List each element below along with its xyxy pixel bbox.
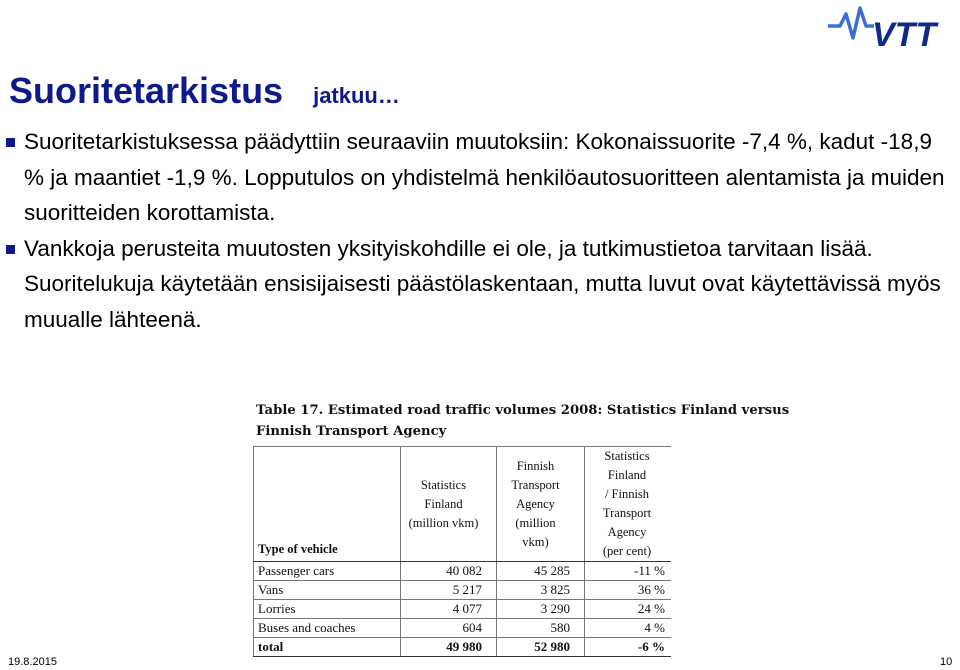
bullet-square-icon bbox=[6, 245, 15, 254]
cell-transport-agency: 45 285 bbox=[497, 562, 585, 581]
table-caption bbox=[256, 400, 789, 442]
cell-statistics-finland: 49 980 bbox=[401, 638, 497, 657]
bullet-item bbox=[0, 124, 956, 231]
header-ratio-percent bbox=[585, 447, 672, 562]
header-type-of-vehicle: Type of vehicle bbox=[254, 447, 401, 562]
pulse-icon bbox=[828, 8, 874, 38]
cell-statistics-finland: 40 082 bbox=[401, 562, 497, 581]
cell-vehicle-type: Buses and coaches bbox=[254, 619, 401, 638]
footer-date: 19.8.2015 bbox=[8, 656, 57, 668]
bullet-list bbox=[0, 124, 956, 337]
table-caption-line: Finnish Transport Agency bbox=[256, 424, 447, 439]
table-row bbox=[254, 600, 672, 619]
header-finnish-transport-agency bbox=[497, 447, 585, 562]
cell-transport-agency: 52 980 bbox=[497, 638, 585, 657]
header-line: Transport bbox=[602, 506, 652, 520]
header-line: (million vkm) bbox=[515, 515, 556, 549]
cell-percent: 24 % bbox=[585, 600, 672, 619]
page-subtitle: jatkuu… bbox=[313, 83, 400, 108]
page-number: 10 bbox=[940, 656, 953, 668]
header-line: Statistics Finland bbox=[604, 449, 650, 482]
header-line: Statistics bbox=[420, 477, 467, 492]
cell-percent: -6 % bbox=[585, 638, 672, 657]
table-row bbox=[254, 562, 672, 581]
header-line: Agency bbox=[607, 525, 647, 539]
traffic-volume-table bbox=[253, 446, 671, 657]
header-line: (per cent) bbox=[602, 544, 652, 558]
header-statistics-finland bbox=[401, 447, 497, 562]
header-line: Finnish bbox=[516, 458, 555, 473]
header-line: / Finnish bbox=[604, 487, 650, 501]
table-row bbox=[254, 619, 672, 638]
bullet-square-icon bbox=[6, 138, 15, 147]
header-line: (million vkm) bbox=[408, 515, 479, 530]
cell-vehicle-type: Lorries bbox=[254, 600, 401, 619]
cell-percent: -11 % bbox=[585, 562, 672, 581]
cell-vehicle-type: total bbox=[254, 638, 401, 657]
cell-transport-agency: 3 290 bbox=[497, 600, 585, 619]
vtt-logo-graphic bbox=[826, 4, 956, 54]
vtt-logo bbox=[826, 4, 956, 54]
cell-statistics-finland: 4 077 bbox=[401, 600, 497, 619]
table-header-row bbox=[254, 447, 672, 562]
table-caption-line: Table 17. Estimated road traffic volumes 2008: Statistics Finland versus bbox=[256, 403, 790, 418]
header-line: Finland bbox=[424, 496, 463, 511]
vtt-logo-text: VTT bbox=[872, 16, 937, 54]
cell-percent: 4 % bbox=[585, 619, 672, 638]
header-line: Transport bbox=[511, 477, 560, 492]
bullet-text: Vankkoja perusteita muutosten yksityiskohdille ei ole, ja tutkimustietoa tarvitaan lisää. Suoritelukuja käytetään ensisijaisesti päästölaskentaan, mutta luvut ovat käytettävissä myös muualle lähteenä. bbox=[24, 235, 941, 332]
cell-transport-agency: 580 bbox=[497, 619, 585, 638]
cell-statistics-finland: 604 bbox=[401, 619, 497, 638]
cell-statistics-finland: 5 217 bbox=[401, 581, 497, 600]
cell-vehicle-type: Passenger cars bbox=[254, 562, 401, 581]
page-title: Suoritetarkistus bbox=[9, 70, 284, 111]
bullet-item bbox=[0, 231, 956, 338]
cell-percent: 36 % bbox=[585, 581, 672, 600]
cell-transport-agency: 3 825 bbox=[497, 581, 585, 600]
table-row bbox=[254, 581, 672, 600]
cell-vehicle-type: Vans bbox=[254, 581, 401, 600]
header-line: Agency bbox=[516, 496, 555, 511]
table-total-row bbox=[254, 638, 672, 657]
bullet-text: Suoritetarkistuksessa päädyttiin seuraaviin muutoksiin: Kokonaissuorite -7,4 %, kadut -18,9 % ja maantiet -1,9 %. Lopputulos on yhdistelmä henkilöautosuoritteen alentamista ja muiden suoritteiden korottamista. bbox=[24, 129, 945, 225]
title-row bbox=[9, 70, 400, 112]
